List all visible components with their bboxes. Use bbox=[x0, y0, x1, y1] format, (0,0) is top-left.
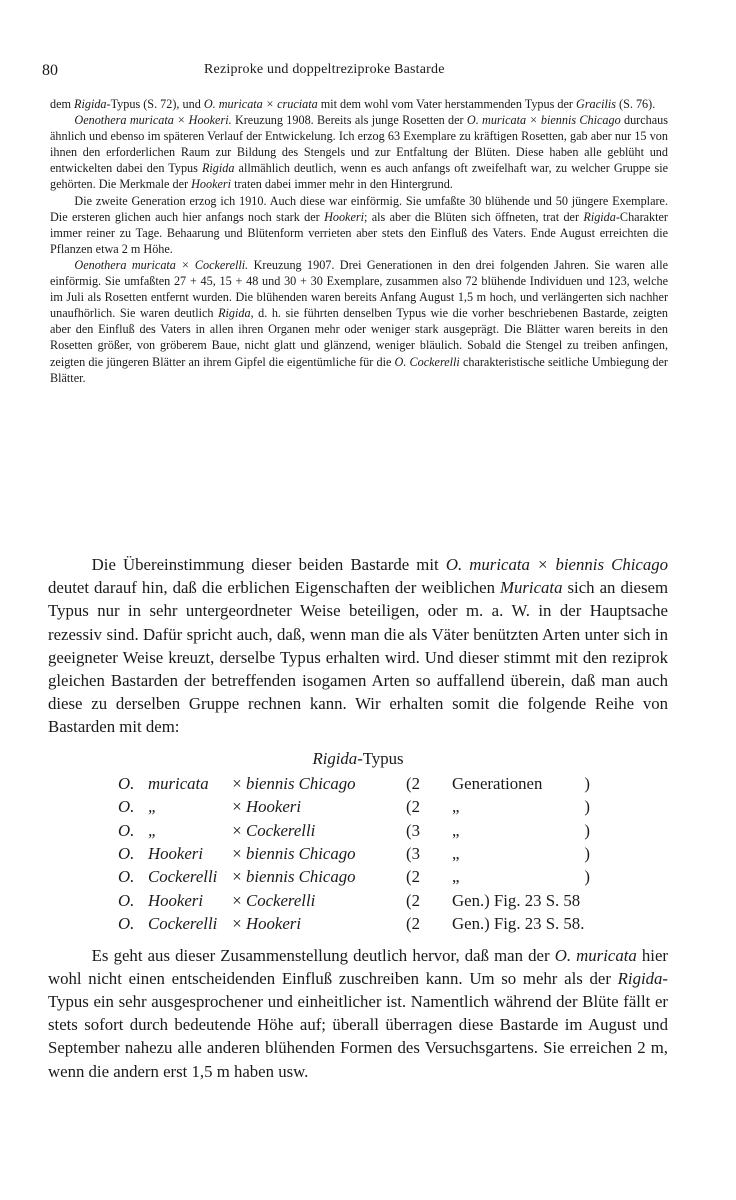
cross-symbol: × bbox=[232, 867, 242, 887]
generation-count: (2 bbox=[406, 773, 420, 793]
generation-note: Gen.) Fig. 23 S. 58 bbox=[452, 890, 581, 910]
main-text-section bbox=[48, 553, 668, 1083]
closing-paren: ) bbox=[584, 844, 590, 863]
hybrid-father: biennis Chicago bbox=[246, 773, 356, 793]
main-paragraph-2: Es geht aus dieser Zusammenstellung deutlich hervor, daß man der O. muricata hier wohl nicht einen entscheidenden Einfluß zuschreiben kann. Um so mehr als der Rigida-Typus ein sehr ausgesprochener und einheitlicher ist. Namentlich während der Blüte fällt er stets sofort durch bedeutende Höhe auf; überall überragen diese Bastarde im August und September nahezu alle anderen blühenden Formen des Versuchsgartens. Sie erreichen 2 m, wenn die andern erst 1,5 m haben usw. bbox=[48, 945, 668, 1081]
main-paragraph-1: Die Übereinstimmung dieser beiden Bastarde mit O. muricata × biennis Chicago deutet darauf hin, daß die erblichen Eigenschaften der weiblichen Muricata sich an diesem Typus nur in sehr untergeordneter Weise beteiligen, oder m. a. W. in der Hauptsache rezessiv sind. Dafür spricht auch, daß, wenn man die als Väter benützten Arten unter sich in geeigneter Weise kreuzt, derselbe Typus erhalten wird. Und dieser stimmt mit den reziprok gleichen Bastarden der betreffenden isogamen Arten so auffallend überein, daß man auch diese zu derselben Gruppe rechnen kann. Wir erhalten somit die folgende Reihe von Bastarden mit dem: bbox=[48, 555, 668, 737]
closing-paren: ) bbox=[584, 797, 590, 817]
hybrid-genus: O. bbox=[118, 867, 135, 887]
hybrid-father: Cockerelli bbox=[246, 820, 316, 840]
hybrid-row bbox=[118, 842, 594, 865]
small-paragraph-muricata-cockerelli: Oenothera muricata × Cockerelli. Kreuzung 1907. Drei Generationen in den drei folgenden Jahren. Sie waren alle einförmig. Sie umfaßten 27 + 45, 15 + 48 und 30 + 30 Exemplare, zusammen also 72 blühende Individuen und 123, welche im Juli als Rosetten entfernt wurden. Die blühenden waren bereits Anfang August 1,5 m hoch, und verlängerten sich nachher unaufhörlich. Sie waren deutlich Rigida, d. h. sie führten denselben Typus wie die vorher beschriebenen Bastarde, zeigten aber den Einfluß des Vaters in allen ihren Organen mehr oder weniger stark ausgeprägt. Die Blätter waren bereits in den Rosetten größer, von gröberem Baue, nicht glatt und glänzend, weniger bläulich. Sobald die Stengel zu treiben anfingen, zeigten die jüngeren Blätter an ihrem Gipfel die eigentümliche für die O. Cockerelli charakteristische seitliche Umbiegung der Blätter. bbox=[50, 257, 669, 385]
hybrid-mother: Cockerelli bbox=[148, 914, 218, 934]
hybrid-row bbox=[118, 912, 594, 935]
hybrid-row bbox=[118, 865, 594, 888]
generation-note: „ bbox=[452, 867, 460, 887]
closing-paren bbox=[584, 912, 594, 935]
cross-symbol: × bbox=[232, 914, 242, 934]
cross-symbol: × bbox=[232, 890, 242, 910]
generation-note: „ bbox=[452, 844, 460, 863]
hybrid-father: Hookeri bbox=[246, 914, 301, 934]
generation-note: „ bbox=[452, 820, 460, 840]
generation-count: (3 bbox=[406, 820, 420, 840]
running-head: Reziproke und doppeltreziproke Bastarde bbox=[204, 62, 445, 77]
hybrid-row bbox=[118, 795, 594, 818]
hybrid-row bbox=[118, 772, 594, 795]
small-paragraph-second-generation: Die zweite Generation erzog ich 1910. Auch diese war einförmig. Sie umfaßte 30 blühende und 50 jüngere Exemplare. Die ersteren glichen auch hier anfangs noch stark der Hookeri; als aber die Blüten sich öffneten, trat der Rigida-Charakter immer reiner zu Tage. Behaarung und Blütenform verrieten aber stets den Einfluß des Vaters. Ende August erreichten die Pflanzen etwa 2 m Höhe. bbox=[50, 193, 668, 256]
hybrid-genus: O. bbox=[118, 844, 135, 863]
generation-count: (2 bbox=[406, 797, 420, 817]
closing-paren: ) bbox=[584, 820, 590, 840]
hybrid-genus: O. bbox=[118, 773, 135, 793]
cross-label: Oenothera muricata × Hookeri. bbox=[74, 113, 232, 128]
hybrid-mother: Cockerelli bbox=[148, 867, 218, 887]
hybrid-row bbox=[118, 819, 594, 842]
hybrid-father: Hookeri bbox=[246, 797, 301, 817]
hybrid-mother: muricata bbox=[148, 773, 209, 793]
page-number: 80 bbox=[42, 62, 58, 79]
cross-symbol: × bbox=[232, 844, 242, 863]
closing-paren: ) bbox=[584, 773, 590, 793]
cross-symbol: × bbox=[232, 773, 242, 793]
generation-count: (3 bbox=[406, 844, 420, 863]
generation-count: (2 bbox=[406, 867, 420, 887]
cross-symbol: × bbox=[232, 820, 242, 840]
hybrid-mother: „ bbox=[148, 820, 158, 840]
hybrid-mother: Hookeri bbox=[148, 844, 203, 863]
generation-count: (2 bbox=[406, 914, 420, 934]
small-paragraph-muricata-hookeri: Oenothera muricata × Hookeri. Kreuzung 1908. Bereits als junge Rosetten der O. muricata × biennis Chicago durchaus ähnlich und ebenso im späteren Verlauf der Entwickelung. Ich erzog 63 Exemplare zu kräftigen Rosetten, gab aber nur 15 von ihnen den erforderlichen Raum zur Bildung des Stengels und zur Entfaltung der Blüten. Diese haben alle geblüht und entwickelten dabei den Typus Rigida allmählich deutlich, wenn es auch anfangs oft zweifelhaft war, zu welcher Gruppe sie gehörten. Die Merkmale der Hookeri traten dabei immer mehr in den Hintergrund. bbox=[50, 113, 668, 192]
hybrid-mother: Hookeri bbox=[148, 890, 203, 910]
small-print-section bbox=[50, 96, 668, 386]
hybrid-genus: O. bbox=[118, 890, 135, 910]
hybrid-father: Cockerelli bbox=[246, 890, 316, 910]
page-header bbox=[42, 62, 684, 84]
hybrid-row bbox=[118, 889, 594, 912]
type-heading: Rigida-Typus bbox=[312, 748, 404, 768]
closing-paren bbox=[584, 889, 594, 912]
small-paragraph-1: dem Rigida-Typus (S. 72), und O. muricata × cruciata mit dem wohl vom Vater herstammenden Typus der Gracilis (S. 76). bbox=[50, 97, 656, 111]
hybrid-genus: O. bbox=[118, 820, 135, 840]
hybrid-genus: O. bbox=[118, 914, 135, 934]
generation-count: (2 bbox=[406, 890, 420, 910]
cross-label: Oenothera muricata × Cockerelli. bbox=[74, 257, 249, 272]
cross-symbol: × bbox=[232, 797, 242, 817]
closing-paren: ) bbox=[584, 867, 590, 887]
hybrid-genus: O. bbox=[118, 797, 135, 817]
generation-note: Gen.) Fig. 23 S. 58. bbox=[452, 914, 585, 934]
generation-note: Generationen bbox=[452, 773, 543, 793]
hybrid-list bbox=[118, 772, 594, 936]
generation-note: „ bbox=[452, 797, 460, 817]
hybrid-father: biennis Chicago bbox=[246, 844, 356, 863]
hybrid-father: biennis Chicago bbox=[246, 867, 356, 887]
hybrid-mother: „ bbox=[148, 797, 158, 817]
